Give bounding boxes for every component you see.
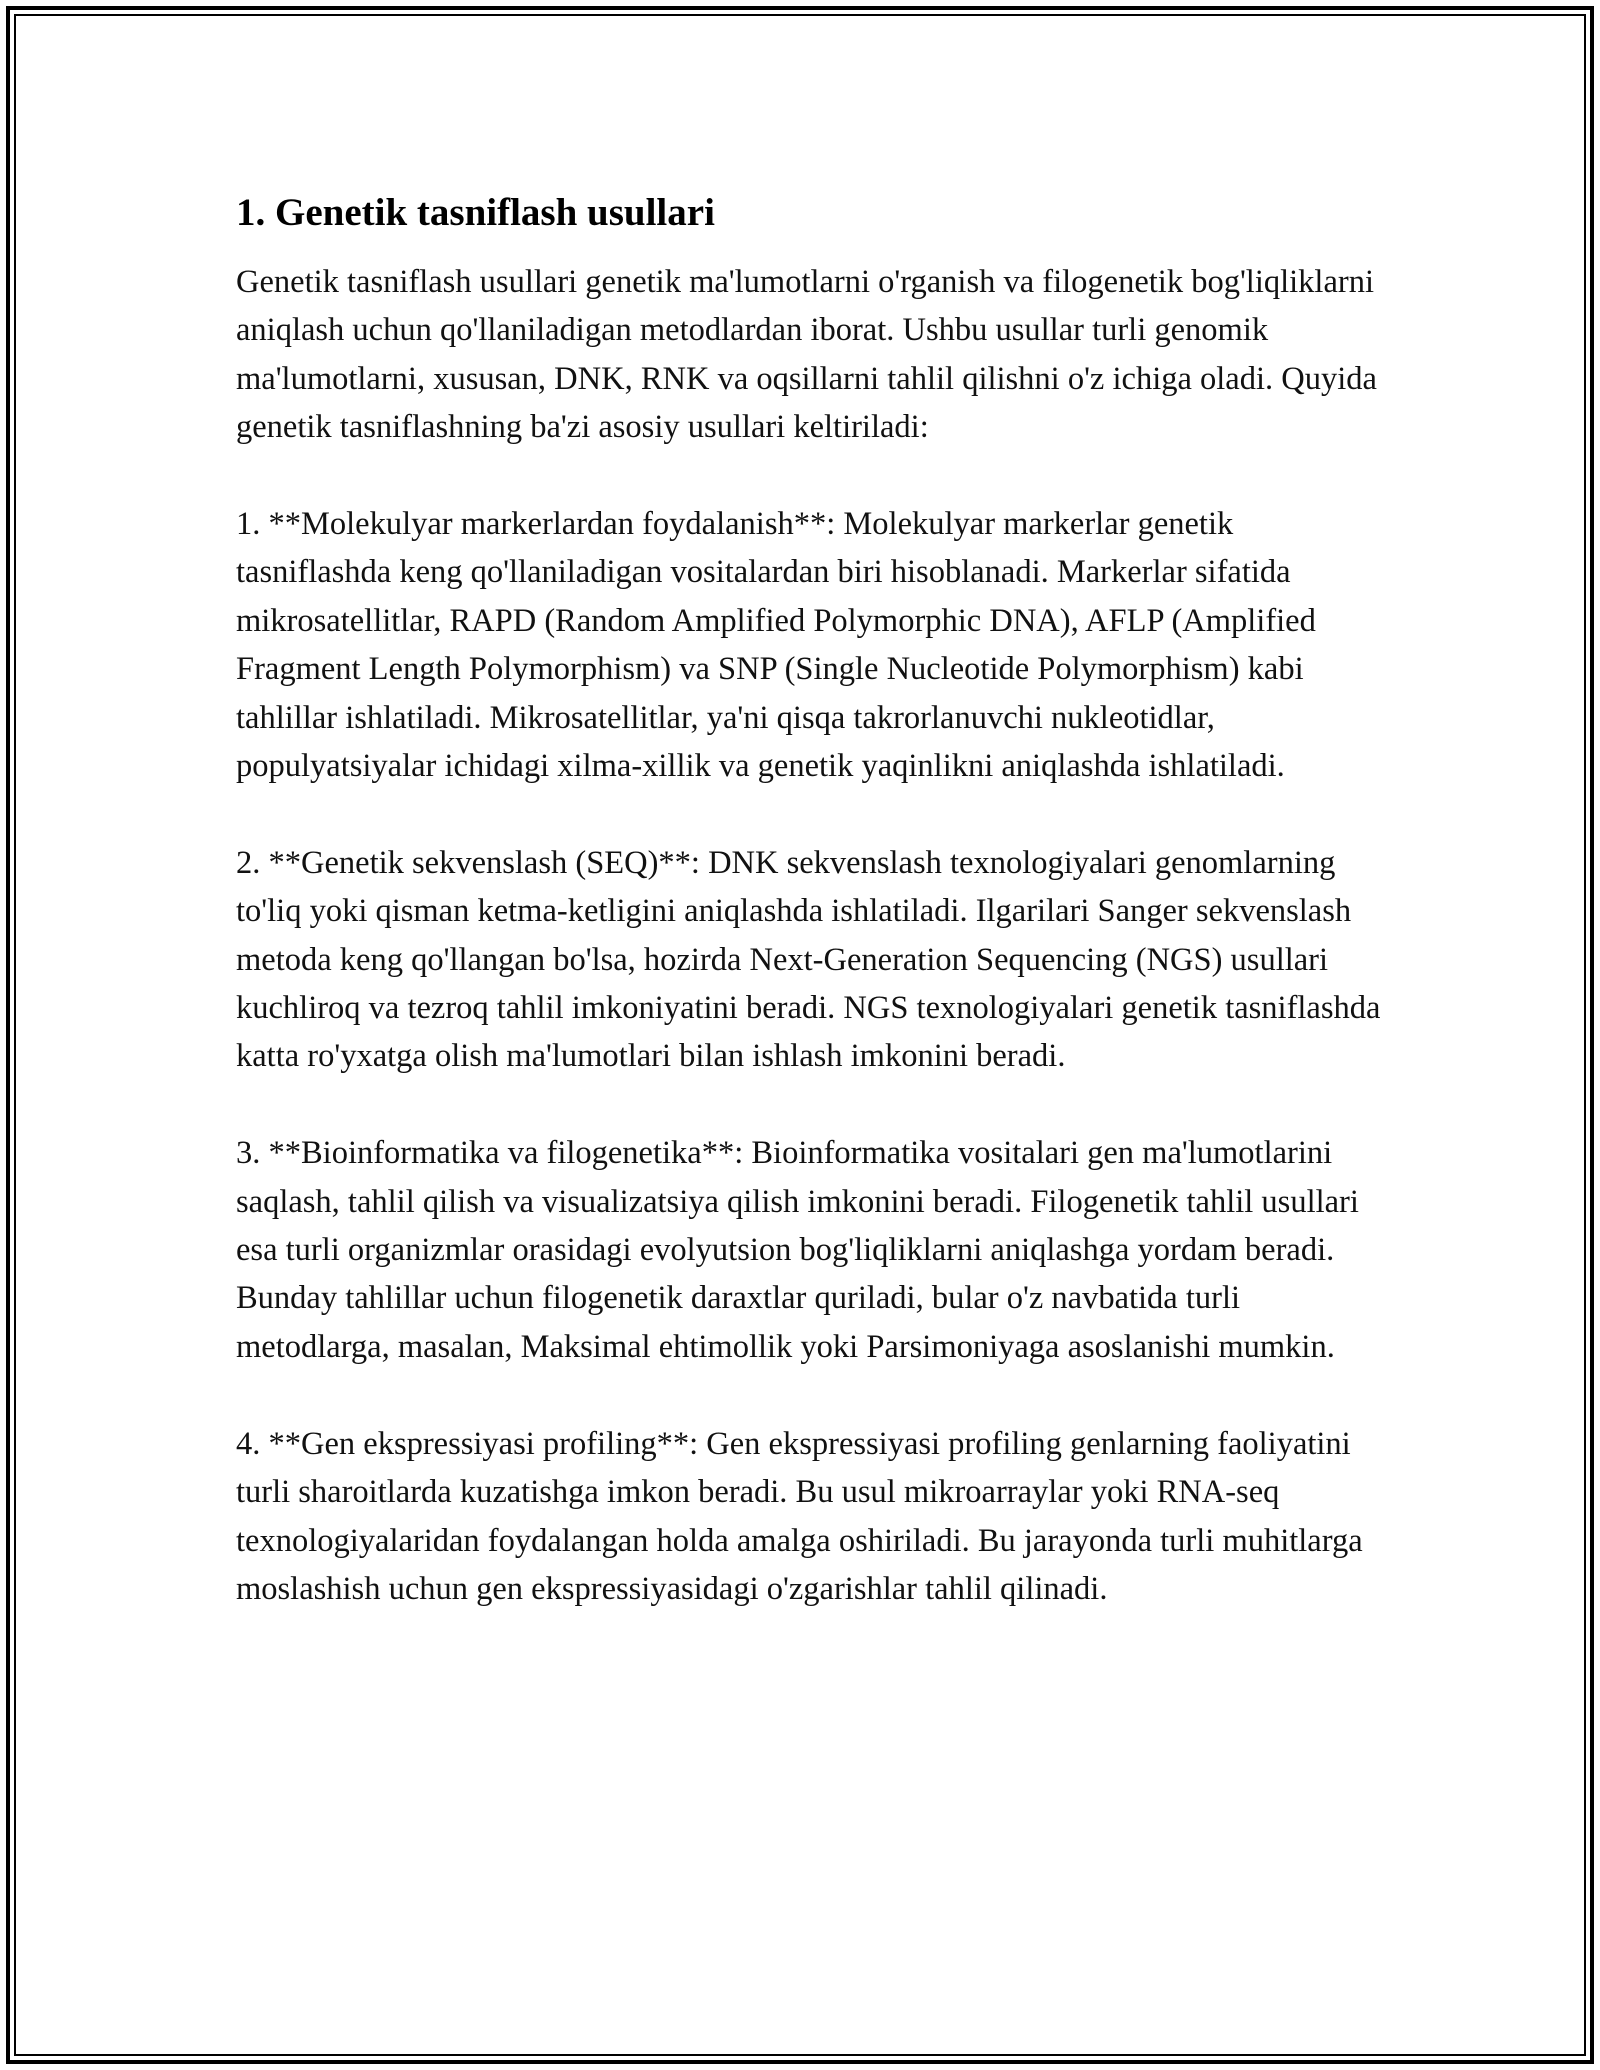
section-heading: 1. Genetik tasniflash usullari	[236, 191, 715, 234]
method-paragraph-molecular-markers: 1. **Molekulyar markerlardan foydalanish**: Molekulyar markerlar genetik tasniflashda keng qo'llaniladigan vositalardan biri hisoblanadi. Markerlar sifatida mikrosatellitlar, RAPD (Random Amplified Polymorphic DNA), AFLP (Amplified Fragment Length Polymorphism) va SNP (Single Nucleotide Polymorphism) kabi tahlillar ishlatiladi. Mikrosatellitlar, ya'ni qisqa takrorlanuvchi nukleotidlar, populyatsiyalar ichidagi xilma-xillik va genetik yaqinlikni aniqlashda ishlatiladi.	[236, 506, 1316, 785]
method-paragraph-gene-expression: 4. **Gen ekspressiyasi profiling**: Gen ekspressiyasi profiling genlarning faoliyatini turli sharoitlarda kuzatishga imkon beradi. Bu usul mikroarraylar yoki RNA-seq texnologiyalaridan foydalangan holda amalga oshiriladi. Bu jarayonda turli muhitlarga moslashish uchun gen ekspressiyasidagi o'zgarishlar tahlil qilinadi.	[236, 1425, 1363, 1607]
intro-paragraph: Genetik tasniflash usullari genetik ma'lumotlarni o'rganish va filogenetik bog'liqliklarni aniqlash uchun qo'llaniladigan metodlardan iborat. Ushbu usullar turli genomik ma'lumotlarni, xususan, DNK, RNK va oqsillarni tahlil qilishni o'z ichiga oladi. Quyida genetik tasniflashning ba'zi asosiy usullari keltiriladi:	[236, 264, 1377, 446]
method-paragraph-bioinformatics: 3. **Bioinformatika va filogenetika**: Bioinformatika vositalari gen ma'lumotlarini saqlash, tahlil qilish va visualizatsiya qilish imkonini beradi. Filogenetik tahlil usullari esa turli organizmlar orasidagi evolyutsion bog'liqliklarni aniqlashga yordam beradi. Bunday tahlillar uchun filogenetik daraxtlar quriladi, bular o'z navbatida turli metodlarga, masalan, Maksimal ehtimollik yoki Parsimoniyaga asoslanishi mumkin.	[236, 1135, 1359, 1365]
document-body	[236, 188, 1386, 1662]
method-paragraph-sequencing: 2. **Genetik sekvenslash (SEQ)**: DNK sekvenslash texnologiyalari genomlarning to'liq yoki qisman ketma-ketligini aniqlashda ishlatiladi. Ilgarilari Sanger sekvenslash metoda keng qo'llangan bo'lsa, hozirda Next-Generation Sequencing (NGS) usullari kuchliroq va tezroq tahlil imkoniyatini beradi. NGS texnologiyalari genetik tasniflashda katta ro'yxatga olish ma'lumotlari bilan ishlash imkonini beradi.	[236, 844, 1381, 1075]
